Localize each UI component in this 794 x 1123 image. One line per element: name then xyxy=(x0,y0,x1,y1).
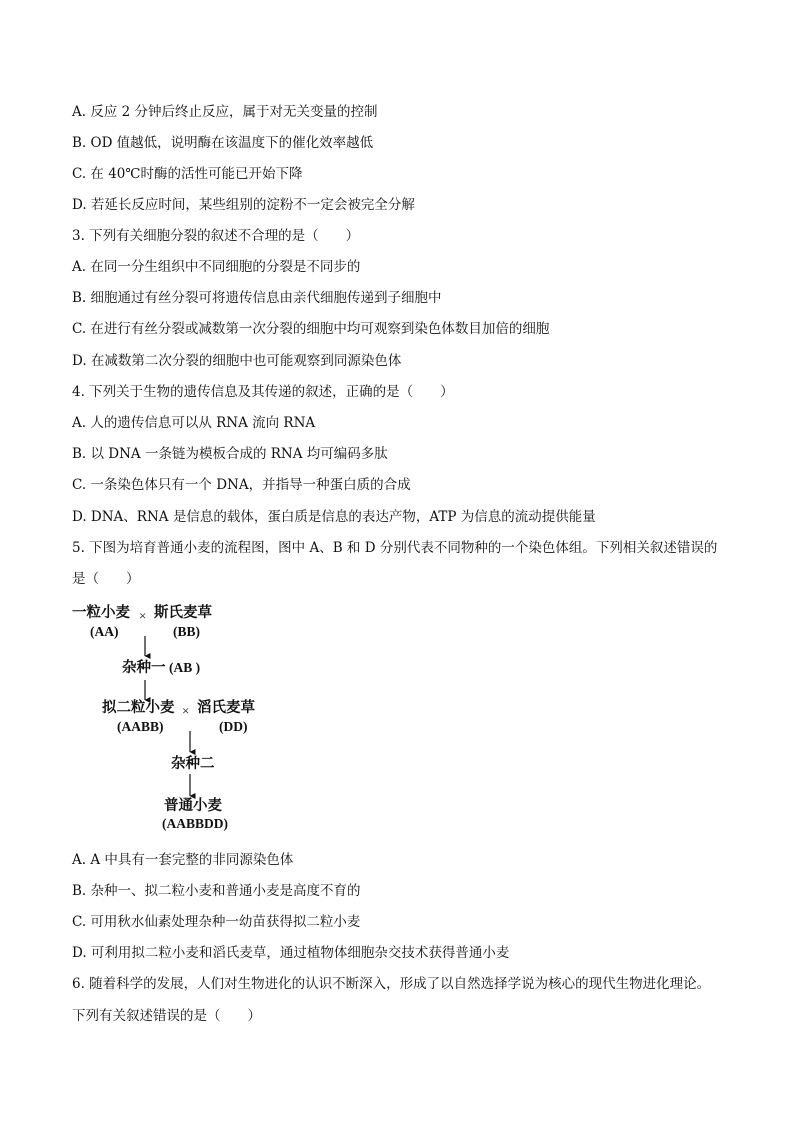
q2-option-d: D. 若延长反应时间，某些组别的淀粉不一定会被完全分解 xyxy=(72,197,415,213)
q2-option-b: B. OD 值越低，说明酶在该温度下的催化效率越低 xyxy=(72,135,374,151)
q4-stem: 4. 下列关于生物的遗传信息及其传递的叙述，正确的是（ ） xyxy=(72,384,454,400)
product-genome: (AABBDD) xyxy=(162,816,228,831)
parent1-genome: (AA) xyxy=(90,624,119,639)
q5-option-d: D. 可利用拟二粒小麦和滔氏麦草，通过植物体细胞杂交技术获得普通小麦 xyxy=(72,945,510,961)
parent3-genome: (AABB) xyxy=(117,719,164,734)
q4-option-b: B. 以 DNA 一条链为模板合成的 RNA 均可编码多肽 xyxy=(72,446,388,462)
parent4-name: 滔氏麦草 xyxy=(197,700,255,716)
q5-option-c: C. 可用秋水仙素处理杂种一幼苗获得拟二粒小麦 xyxy=(72,914,361,930)
cross-symbol-1: × xyxy=(139,608,147,623)
q4-option-d: D. DNA、RNA 是信息的载体，蛋白质是信息的表达产物，ATP 为信息的流动提供能量 xyxy=(72,509,596,525)
parent2-genome: (BB) xyxy=(173,624,200,639)
wheat-breeding-diagram xyxy=(60,600,320,840)
q5-stem-line2: 是（ ） xyxy=(72,571,140,587)
parent3-name: 拟二粒小麦 xyxy=(102,700,175,716)
hybrid1-genome: (AB ) xyxy=(169,660,201,675)
q3-option-d: D. 在减数第二次分裂的细胞中也可能观察到同源染色体 xyxy=(72,353,402,369)
q5-stem-line1: 5. 下图为培育普通小麦的流程图，图中 A、B 和 D 分别代表不同物种的一个染色体组。下列相关叙述错误的 xyxy=(72,540,718,556)
q2-option-c: C. 在 40℃时酶的活性可能已开始下降 xyxy=(72,166,303,182)
q3-stem: 3. 下列有关细胞分裂的叙述不合理的是（ ） xyxy=(72,228,360,244)
parent2-name: 斯氏麦草 xyxy=(154,605,212,621)
q4-option-c: C. 一条染色体只有一个 DNA，并指导一种蛋白质的合成 xyxy=(72,477,411,493)
q5-option-a: A. A 中具有一套完整的非同源染色体 xyxy=(72,852,294,868)
q5-option-b: B. 杂种一、拟二粒小麦和普通小麦是高度不育的 xyxy=(72,883,361,899)
cross-symbol-2: × xyxy=(182,703,190,718)
parent1-name: 一粒小麦 xyxy=(72,605,130,621)
product-name: 普通小麦 xyxy=(164,798,222,814)
q3-option-b: B. 细胞通过有丝分裂可将遗传信息由亲代细胞传递到子细胞中 xyxy=(72,290,442,306)
q4-option-a: A. 人的遗传信息可以从 RNA 流向 RNA xyxy=(72,415,316,431)
hybrid2-name: 杂种二 xyxy=(171,756,215,772)
q3-option-c: C. 在进行有丝分裂或减数第一次分裂的细胞中均可观察到染色体数目加倍的细胞 xyxy=(72,321,550,337)
hybrid1-name: 杂种一 xyxy=(122,660,166,676)
q2-option-a: A. 反应 2 分钟后终止反应，属于对无关变量的控制 xyxy=(72,104,378,120)
q6-stem-line2: 下列有关叙述错误的是（ ） xyxy=(72,1008,261,1024)
parent4-genome: (DD) xyxy=(219,719,248,734)
q6-stem-line1: 6. 随着科学的发展，人们对生物进化的认识不断深入，形成了以自然选择学说为核心的现代生物进化理论。 xyxy=(72,976,711,992)
q3-option-a: A. 在同一分生组织中不同细胞的分裂是不同步的 xyxy=(72,259,361,275)
